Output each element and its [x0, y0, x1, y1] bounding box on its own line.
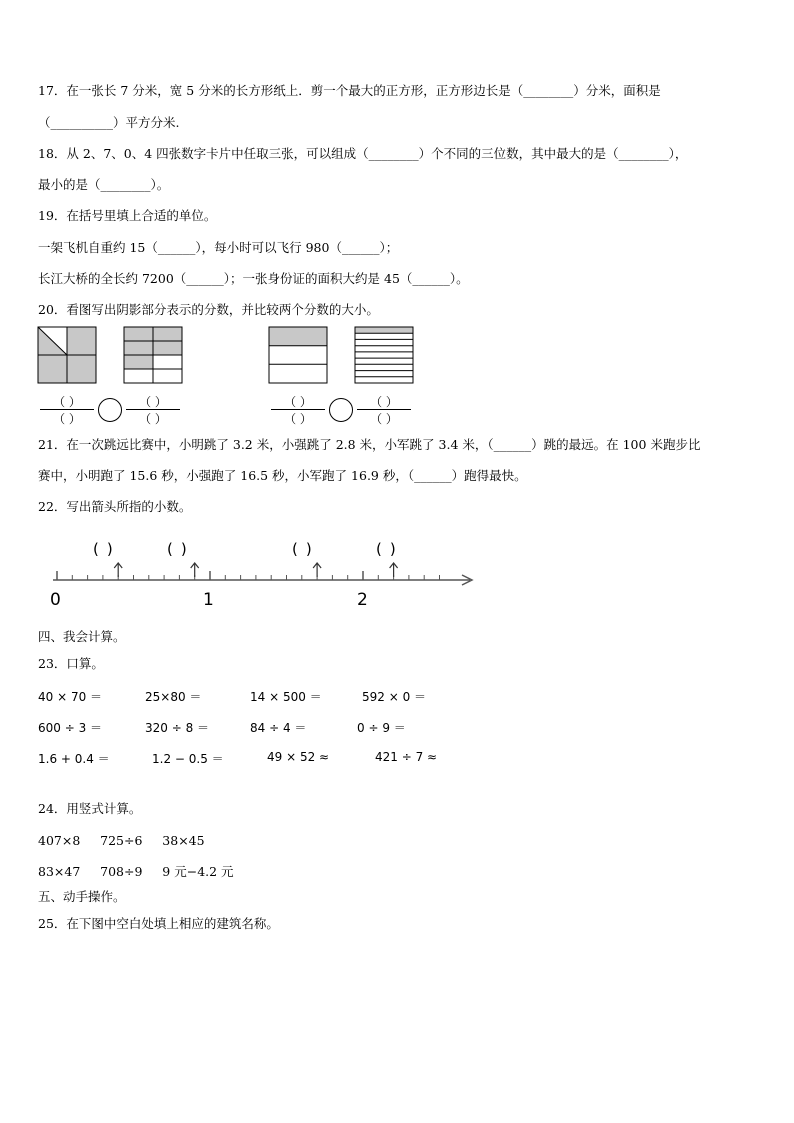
- q17-line1: 17．在一张长 7 分米，宽 5 分米的长方形纸上．剪一个最大的正方形，正方形边长是（________）分米，面积是: [38, 83, 661, 98]
- q20-figure-4: [355, 327, 413, 383]
- number-line-label-2: 2: [357, 590, 368, 610]
- q24-line2: 83×47 708÷9 9 元−4.2 元: [38, 864, 234, 879]
- numerator-blank[interactable]: （ ）: [284, 395, 312, 409]
- q22-answer-blank-3[interactable]: (): [292, 540, 320, 558]
- calc-item: 84 ÷ 4 ＝: [250, 721, 307, 735]
- q19-line1: 一架飞机自重约 15（______），每小时可以飞行 980（______）；: [38, 240, 399, 255]
- q18-line2: 最小的是（________）。: [38, 177, 170, 192]
- q22-title: 22．写出箭头所指的小数。: [38, 499, 192, 514]
- section-4-title: 四、我会计算。: [38, 629, 126, 644]
- calc-item: 320 ÷ 8 ＝: [145, 721, 210, 735]
- q24-title: 24．用竖式计算。: [38, 801, 142, 816]
- section-5-title: 五、动手操作。: [38, 889, 126, 904]
- q18-line1: 18．从 2、7、0、4 四张数字卡片中任取三张，可以组成（________）个不同的三位数，其中最大的是（________），: [38, 146, 688, 161]
- q21-line1: 21．在一次跳远比赛中，小明跳了 3.2 米，小强跳了 2.8 米，小军跳了 3.4 米，（______）跳的最远。在 100 米跑步比: [38, 437, 701, 452]
- calc-item: 600 ÷ 3 ＝: [38, 721, 103, 735]
- denominator-blank[interactable]: （ ）: [284, 412, 312, 426]
- q24-line1: 407×8 725÷6 38×45: [38, 833, 205, 848]
- calc-item: 49 × 52 ≈: [267, 750, 330, 764]
- calc-item: 14 × 500 ＝: [250, 690, 322, 704]
- q22-answer-blank-4[interactable]: (): [376, 540, 404, 558]
- q23-title: 23．口算。: [38, 656, 104, 671]
- q22-answer-blank-1[interactable]: (): [93, 540, 121, 558]
- q22-answer-blank-2[interactable]: (): [167, 540, 195, 558]
- pointer-arrow-4: [390, 563, 398, 577]
- calc-item: 25×80 ＝: [145, 690, 202, 704]
- numerator-blank[interactable]: （ ）: [370, 395, 398, 409]
- numerator-blank[interactable]: （ ）: [139, 395, 167, 409]
- q19-title: 19．在括号里填上合适的单位。: [38, 208, 217, 223]
- pointer-arrow-2: [191, 563, 199, 577]
- q20-fraction-2[interactable]: [124, 393, 182, 427]
- number-line-label-1: 1: [203, 590, 214, 610]
- q21-line2: 赛中，小明跑了 15.6 秒，小强跑了 16.5 秒，小军跑了 16.9 秒，（______）跑得最快。: [38, 468, 527, 483]
- q20-fraction-3[interactable]: [269, 393, 327, 427]
- compare-circle-2[interactable]: [329, 398, 353, 422]
- q22-number-line: [50, 560, 480, 590]
- q19-line2: 长江大桥的全长约 7200（______）；一张身份证的面积大约是 45（______）。: [38, 271, 469, 286]
- calc-item: 1.6 + 0.4 ＝: [38, 752, 110, 766]
- denominator-blank[interactable]: （ ）: [370, 412, 398, 426]
- denominator-blank[interactable]: （ ）: [53, 412, 81, 426]
- calc-item: 0 ÷ 9 ＝: [357, 721, 406, 735]
- q20-fraction-4[interactable]: [355, 393, 413, 427]
- q20-figure-3: [269, 327, 327, 383]
- q25-title: 25．在下图中空白处填上相应的建筑名称。: [38, 916, 279, 931]
- pointer-arrow-3: [313, 563, 321, 577]
- q20-title: 20．看图写出阴影部分表示的分数，并比较两个分数的大小。: [38, 302, 379, 317]
- calc-item: 1.2 − 0.5 ＝: [152, 752, 224, 766]
- q20-fraction-1[interactable]: [38, 393, 96, 427]
- q20-figure-1: [38, 327, 96, 383]
- calc-item: 592 × 0 ＝: [362, 690, 427, 704]
- calc-item: 40 × 70 ＝: [38, 690, 103, 704]
- compare-circle-1[interactable]: [98, 398, 122, 422]
- numerator-blank[interactable]: （ ）: [53, 395, 81, 409]
- number-line-label-0: 0: [50, 590, 61, 610]
- denominator-blank[interactable]: （ ）: [139, 412, 167, 426]
- q17-line2: （__________）平方分米.: [38, 115, 180, 130]
- pointer-arrow-1: [114, 563, 122, 577]
- calc-item: 421 ÷ 7 ≈: [375, 750, 438, 764]
- q20-figure-2: [124, 327, 182, 383]
